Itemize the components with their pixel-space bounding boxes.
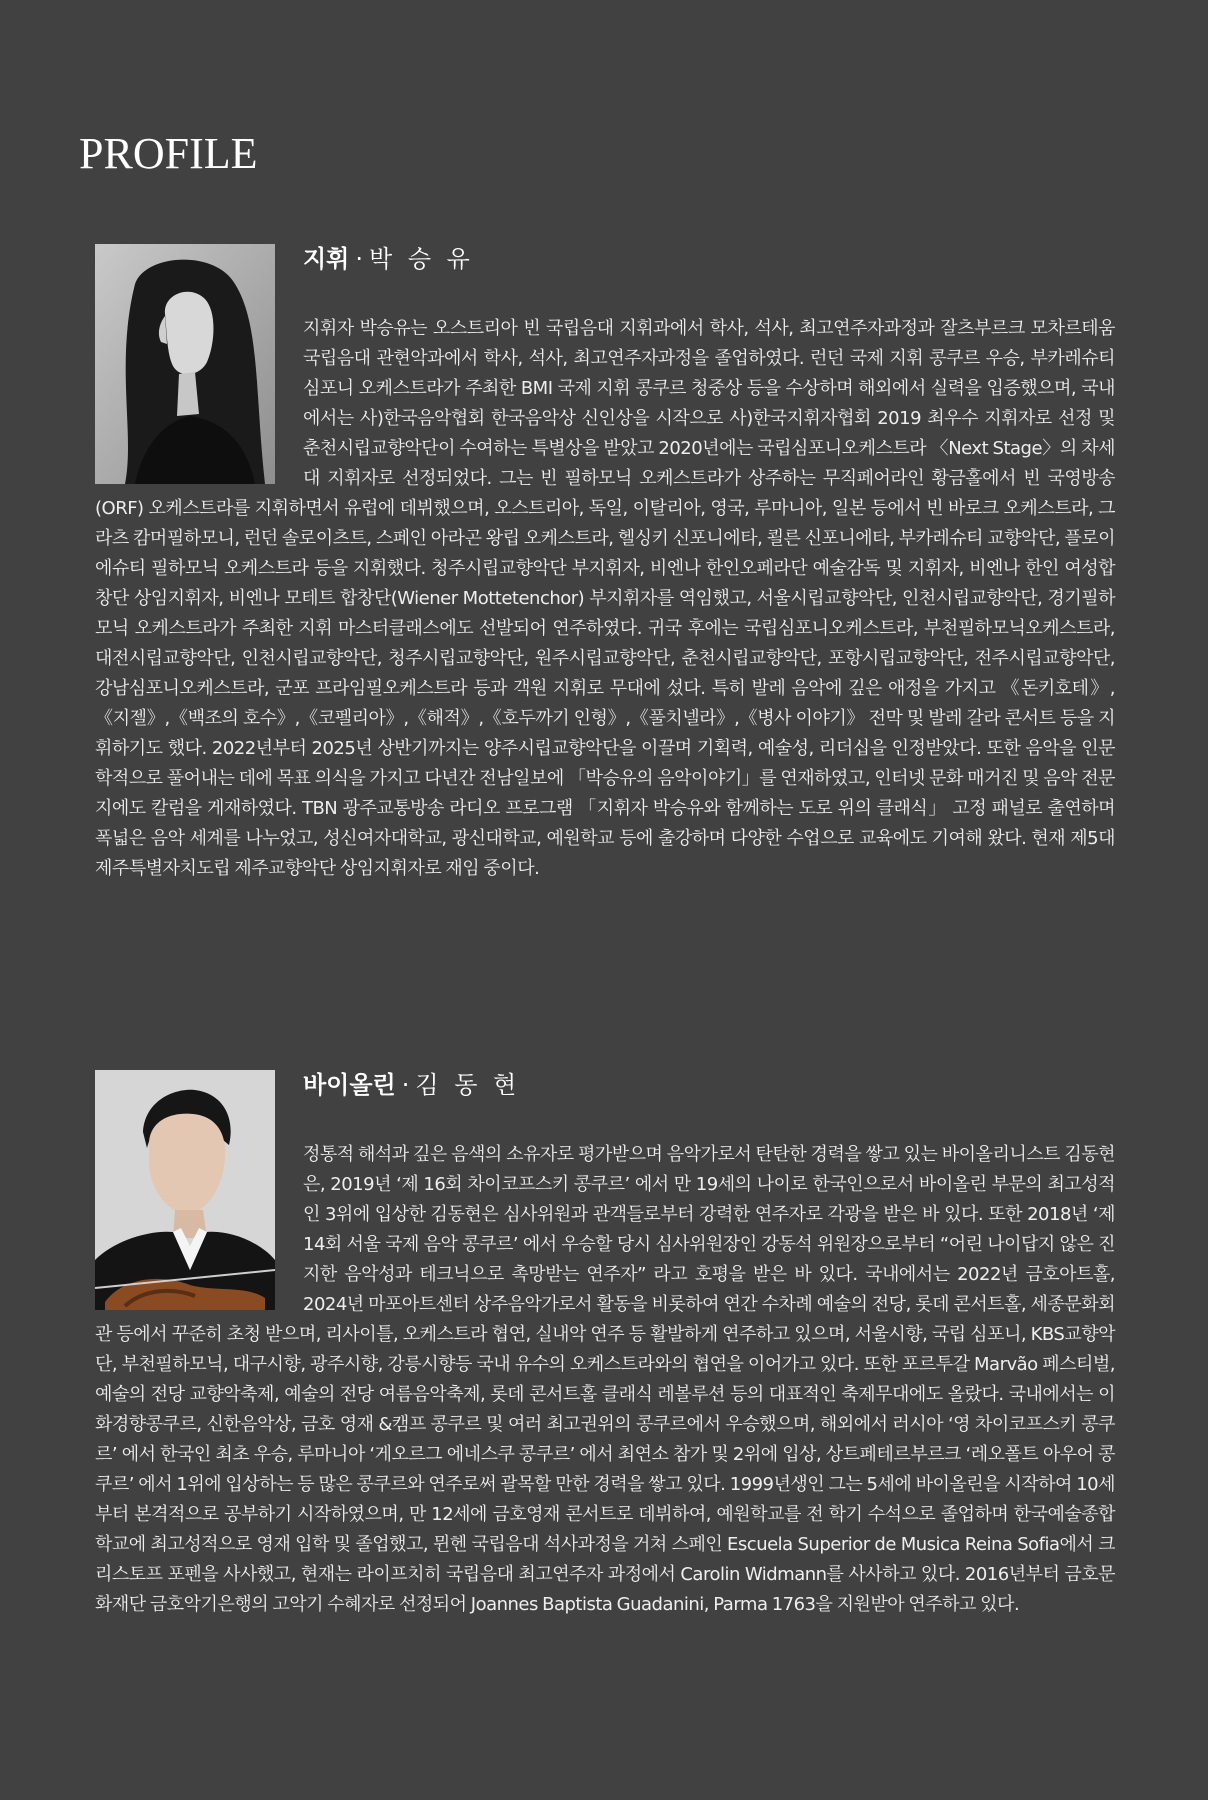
profile-name: 김 동 현 <box>415 1071 521 1099</box>
profile-bio: 지휘자 박승유는 오스트리아 빈 국립음대 지휘과에서 학사, 석사, 최고연주자과정과 잘츠부르크 모차르테움 국립음대 관현악과에서 학사, 석사, 최고연주자과정을 졸업하였다. 런던 국제 지휘 콩쿠르 우승, 부카레슈티 심포니 오케스트라가 주최한 BMI 국제 지휘 콩쿠르 청중상 등을 수상하며 해외에서 실력을 입증했으며, 국내에서는 사)한국음악협회 한국음악상 신인상을 시작으로 사)한국지휘자협회 2019 최우수 지휘자로 선정 및 춘천시립교향악단이 수여하는 특별상을 받았고 2020년에는 국립심포니오케스트라 〈Next Stage〉의 차세대 지휘자로 선정되었다. 그는 빈 필하모닉 오케스트라가 상주하는 무직페어라인 황금홀에서 빈 국영방송(ORF) 오케스트라를 지휘하면서 유럽에 데뷔했으며, 오스트리아, 독일, 이탈리아, 영국, 루마니아, 일본 등에서 빈 바로크 오케스트라, 그라츠 캄머필하모니, 런던 솔로이츠트, 스페인 아라곤 왕립 오케스트라, 헬싱키 신포니에타, 쾰른 신포니에타, 부카레슈티 교향악단, 플로이에슈티 필하모닉 오케스트라 등을 지휘했다. 청주시립교향악단 부지휘자, 비엔나 한인오페라단 예술감독 및 지휘자, 비엔나 한인 여성합창단 상임지휘자, 비엔나 모테트 합창단(Wiener Mottetenchor) 부지휘자를 역임했고, 서울시립교향악단, 인천시립교향악단, 경기필하모닉 오케스트라가 주최한 지휘 마스터클래스에도 선발되어 연주하였다. 귀국 후에는 국립심포니오케스트라, 부천필하모닉오케스트라, 대전시립교향악단, 인천시립교향악단, 청주시립교향악단, 원주시립교향악단, 춘천시립교향악단, 포항시립교향악단, 전주시립교향악단, 강남심포니오케스트라, 군포 프라임필오케스트라 등과 객원 지휘로 무대에 섰다. 특히 발레 음악에 깊은 애정을 가지고 《돈키호테》,《지젤》,《백조의 호수》,《코펠리아》,《해적》,《호두까기 인형》,《풀치넬라》,《병사 이야기》 전막 및 발레 갈라 콘서트 등을 지휘하기도 했다. 2022년부터 2025년 상반기까지는 양주시립교향악단을 이끌며 기획력, 예술성, 리더십을 인정받았다. 또한 음악을 인문학적으로 풀어내는 데에 목표 의식을 가지고 다년간 전남일보에 「박승유의 음악이야기」를 연재하였고, 인터넷 문화 매거진 및 음악 전문지에도 칼럼을 게재하였다. TBN 광주교통방송 라디오 프로그램 「지휘자 박승유와 함께하는 도로 위의 클래식」 고정 패널로 출연하며 폭넓은 음악 세계를 나누었고, 성신여자대학교, 광신대학교, 예원학교 등에 출강하며 다양한 수업으로 교육에도 기여해 왔다. 현재 제5대 제주특별자치도립 제주교향악단 상임지휘자로 재임 중이다. <box>95 318 1115 879</box>
profile-role: 지휘 <box>303 245 350 273</box>
profile-name: 박 승 유 <box>369 245 474 273</box>
profile-separator: · <box>401 1071 410 1099</box>
portrait-conductor-image <box>95 244 275 484</box>
portrait-conductor <box>95 244 275 484</box>
profile-violinist <box>95 1070 1115 1620</box>
profile-bio: 정통적 해석과 깊은 음색의 소유자로 평가받으며 음악가로서 탄탄한 경력을 쌓고 있는 바이올리니스트 김동현은, 2019년 ‘제 16회 차이코프스키 콩쿠르’ 에서 만 19세의 나이로 한국인으로서 바이올린 부문의 최고성적인 3위에 입상한 김동현은 심사위원과 관객들로부터 강력한 연주자로 각광을 받은 바 있다. 또한 2018년 ‘제 14회 서울 국제 음악 콩쿠르’ 에서 우승할 당시 심사위원장인 강동석 위원장으로부터 “어린 나이답지 않은 진지한 음악성과 테크닉으로 촉망받는 연주자” 라고 호평을 받은 바 있다. 국내에서는 2022년 금호아트홀, 2024년 마포아트센터 상주음악가로서 활동을 비롯하여 연간 수차례 예술의 전당, 롯데 콘서트홀, 세종문화회관 등에서 꾸준히 초청 받으며, 리사이틀, 오케스트라 협연, 실내악 연주 등 활발하게 연주하고 있으며, 서울시향, 국립 심포니, KBS교향악단, 부천필하모닉, 대구시향, 광주시향, 강릉시향등 국내 유수의 오케스트라와의 협연을 이어가고 있다. 또한 포르투갈 Marvão 페스티벌, 예술의 전당 교향악축제, 예술의 전당 여름음악축제, 롯데 콘서트홀 클래식 레볼루션 등의 대표적인 축제무대에도 올랐다. 국내에서는 이화경향콩쿠르, 신한음악상, 금호 영재 &캠프 콩쿠르 및 여러 최고권위의 콩쿠르에서 우승했으며, 해외에서 러시아 ‘영 차이코프스키 콩쿠르’ 에서 한국인 최초 우승, 루마니아 ‘게오르그 에네스쿠 콩쿠르’ 에서 최연소 참가 및 2위에 입상, 상트페테르부르크 ‘레오폴트 아우어 콩쿠르’ 에서 1위에 입상하는 등 많은 콩쿠르와 연주로써 괄목할 만한 경력을 쌓고 있다. 1999년생인 그는 5세에 바이올린을 시작하여 10세부터 본격적으로 공부하기 시작하였으며, 만 12세에 금호영재 콘서트로 데뷔하여, 예원학교를 전 학기 수석으로 졸업하며 한국예술종합학교에 최고성적으로 영재 입학 및 졸업했고, 뮌헨 국립음대 석사과정을 거쳐 스페인 Escuela Superior de Musica Reina Sofia에서 크리스토프 포펜을 사사했고, 현재는 라이프치히 국립음대 최고연주자 과정에서 Carolin Widmann를 사사하고 있다. 2016년부터 금호문화재단 금호악기은행의 고악기 수혜자로 선정되어 Joannes Baptista Guadanini, Parma 1763을 지원받아 연주하고 있다. <box>95 1144 1115 1615</box>
profile-conductor <box>95 244 1115 884</box>
profile-separator: · <box>355 245 364 273</box>
portrait-violinist-image <box>95 1070 275 1310</box>
portrait-violinist <box>95 1070 275 1310</box>
profile-role: 바이올린 <box>303 1071 396 1099</box>
page-title: PROFILE <box>79 129 258 178</box>
